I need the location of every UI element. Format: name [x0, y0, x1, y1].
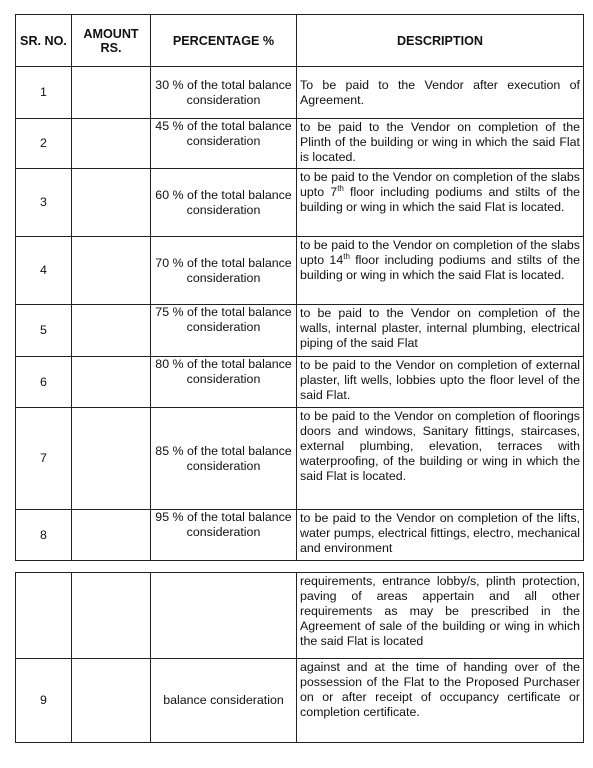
- amount-cell: [72, 659, 151, 743]
- description-text: floor including podiums and stilts of the building or wing in which the said Flat is located.: [300, 253, 580, 282]
- sr-cell: 2: [16, 119, 72, 169]
- amount-cell: [72, 237, 151, 305]
- header-sr-no: SR. NO.: [16, 15, 72, 67]
- percentage-cell: 80 % of the total balance consideration: [151, 357, 297, 408]
- percentage-cell: 60 % of the total balance consideration: [151, 169, 297, 237]
- percentage-cell: 70 % of the total balance consideration: [151, 237, 297, 305]
- sr-cell: [16, 573, 72, 659]
- amount-cell: [72, 169, 151, 237]
- description-cell: against and at the time of handing over of the possession of the Flat to the Proposed Purchaser on or after receipt of occupancy certificate or completion certificate.: [297, 659, 584, 743]
- table-row: [16, 408, 584, 510]
- header-amount: AMOUNT RS.: [72, 15, 151, 67]
- percentage-cell: 75 % of the total balance consideration: [151, 305, 297, 357]
- table-row-continued: [16, 573, 584, 659]
- description-cell: [297, 169, 584, 237]
- amount-cell: [72, 408, 151, 510]
- header-percentage: PERCENTAGE %: [151, 15, 297, 67]
- sr-cell: 8: [16, 510, 72, 561]
- sr-cell: 7: [16, 408, 72, 510]
- table-row: [16, 67, 584, 119]
- description-text: to be paid to the Vendor on completion of the slabs upto 7: [300, 170, 580, 199]
- table-row: [16, 659, 584, 743]
- description-cell: to be paid to the Vendor on completion of the Plinth of the building or wing in which the said Flat is located.: [297, 119, 584, 169]
- sr-cell: 5: [16, 305, 72, 357]
- description-cell: to be paid to the Vendor on completion of the lifts, water pumps, electrical fittings, electro, mechanical and environment: [297, 510, 584, 561]
- header-description: DESCRIPTION: [297, 15, 584, 67]
- percentage-cell: 95 % of the total balance consideration: [151, 510, 297, 561]
- sr-cell: 1: [16, 67, 72, 119]
- description-text: floor including podiums and stilts of the building or wing in which the said Flat is located.: [300, 185, 581, 214]
- sr-cell: 3: [16, 169, 72, 237]
- sr-cell: 9: [16, 659, 72, 743]
- table-row: [16, 510, 584, 561]
- percentage-cell: 30 % of the total balance consideration: [151, 67, 297, 119]
- description-cell: to be paid to the Vendor on completion of external plaster, lift wells, lobbies upto the floor level of the said Flat.: [297, 357, 584, 408]
- ordinal-suffix: th: [343, 251, 350, 261]
- amount-cell: [72, 67, 151, 119]
- description-cell: requirements, entrance lobby/s, plinth protection, paving of areas appertain and all other requirements as may be prescribed in the Agreement of sale of the building or wing in which the said Flat is located: [297, 573, 584, 659]
- description-cell: to be paid to the Vendor on completion of floorings doors and windows, Sanitary fittings, staircases, external plumbing, elevation, terraces with waterproofing, of the building or wing in which the said Flat is located.: [297, 408, 584, 510]
- table-row: [16, 119, 584, 169]
- description-text: to be paid to the Vendor on completion of the slabs upto 14: [300, 238, 580, 267]
- amount-cell: [72, 305, 151, 357]
- payment-schedule-table: [15, 14, 584, 561]
- percentage-cell: balance consideration: [151, 659, 297, 743]
- table-row: [16, 237, 584, 305]
- table-row: [16, 169, 584, 237]
- sr-cell: 4: [16, 237, 72, 305]
- percentage-cell: 85 % of the total balance consideration: [151, 408, 297, 510]
- amount-cell: [72, 119, 151, 169]
- header-row: [16, 15, 584, 67]
- payment-schedule-table-continued: [15, 572, 584, 743]
- sr-cell: 6: [16, 357, 72, 408]
- amount-cell: [72, 357, 151, 408]
- table-row: [16, 357, 584, 408]
- description-cell: to be paid to the Vendor on completion of the walls, internal plaster, internal plumbing, electrical piping of the said Flat: [297, 305, 584, 357]
- table-row: [16, 305, 584, 357]
- ordinal-suffix: th: [337, 183, 344, 193]
- description-cell: To be paid to the Vendor after execution of Agreement.: [297, 67, 584, 119]
- amount-cell: [72, 510, 151, 561]
- amount-cell: [72, 573, 151, 659]
- percentage-cell: [151, 573, 297, 659]
- percentage-cell: 45 % of the total balance consideration: [151, 119, 297, 169]
- description-cell: [297, 237, 584, 305]
